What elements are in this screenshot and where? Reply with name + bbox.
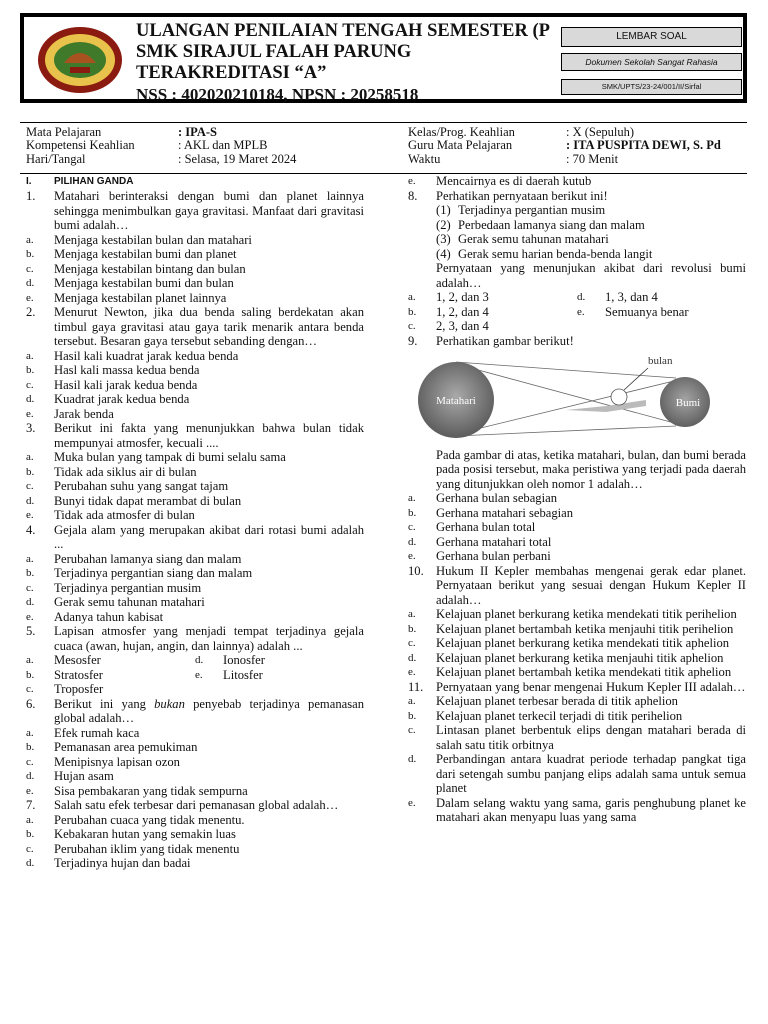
option-text: Mesosfer <box>54 653 101 667</box>
option-d <box>26 595 364 610</box>
info-label: Guru Mata Pelajaran <box>408 138 513 153</box>
option-d <box>26 276 364 291</box>
option-text: Terjadinya pergantian musim <box>458 203 606 217</box>
question-text: Pernyataan yang benar mengenai Hukum Kepler III adalah… <box>436 679 746 694</box>
option-letter: a. <box>26 349 34 362</box>
option-text: Terjadinya pergantian musim <box>54 580 202 595</box>
question-text: Pernyataan yang menunjukan akibat dari revolusi bumi adalah… <box>436 261 746 290</box>
option-text: Gerhana matahari total <box>436 534 552 549</box>
option-text: Menjaga kestabilan bumi dan bulan <box>54 276 234 290</box>
accreditation: TERAKREDITASI “A” <box>136 63 327 83</box>
statement-item <box>436 232 746 247</box>
option-d <box>26 392 364 407</box>
option-letter: a. <box>26 451 34 463</box>
option-letter: e. <box>26 291 34 304</box>
statement-number: (4) <box>436 246 451 261</box>
option-b <box>408 506 746 521</box>
option-row <box>26 653 364 668</box>
option-letter: d. <box>26 770 35 782</box>
option-b <box>26 247 364 262</box>
option-c <box>408 636 746 651</box>
option-text: Perbedaan lamanya siang dan malam <box>458 217 645 232</box>
question-3 <box>26 421 364 450</box>
option-text: Muka bulan yang tampak di bumi selalu sama <box>54 450 286 464</box>
option-letter: d. <box>408 535 417 548</box>
option-text: Perbandingan antara kuadrat periode terhadap pangkat tiga dari setengah sumbu panjang elips adalah sama untuk semua planet <box>436 752 746 795</box>
question-number: 3. <box>26 421 36 435</box>
region-label: 1 <box>653 408 658 418</box>
option-text: Sisa pembakaran yang tidak sempurna <box>54 783 248 798</box>
option-e <box>195 668 364 683</box>
option-letter: a. <box>26 233 34 246</box>
header-title-block <box>136 21 550 105</box>
statement-item <box>436 203 746 218</box>
question-4 <box>26 523 364 552</box>
question-text: Gejala alam yang merupakan akibat dari rotasi bumi adalah ... <box>54 522 364 551</box>
option-text: Menjaga kestabilan bumi dan planet <box>54 247 237 261</box>
option-c <box>26 262 364 277</box>
option-e <box>408 665 746 680</box>
option-text: Menjaga kestabilan bulan dan matahari <box>54 232 252 247</box>
option-text: Terjadinya pergantian siang dan malam <box>54 566 253 580</box>
option-a <box>408 491 746 506</box>
option-letter: c. <box>408 320 416 332</box>
question-7 <box>26 798 364 813</box>
option-text: Kuadrat jarak kedua benda <box>54 392 190 406</box>
option-text: Perubahan suhu yang sangat tajam <box>54 479 229 493</box>
question-11 <box>408 680 746 695</box>
option-text: Litosfer <box>223 667 263 682</box>
question-2 <box>26 305 364 349</box>
confidential-box: Dokumen Sekolah Sangat Rahasia <box>561 53 742 71</box>
school-ids: NSS : 402020210184, NPSN : 20258518 <box>136 85 419 104</box>
option-c <box>26 755 364 770</box>
option-letter: d. <box>408 753 417 765</box>
question-number: 1. <box>26 189 36 203</box>
option-b <box>408 305 577 320</box>
option-text: Tidak ada siklus air di bulan <box>54 464 197 479</box>
option-c <box>26 479 364 494</box>
option-letter: a. <box>408 291 416 303</box>
question-number: 5. <box>26 624 36 638</box>
option-text: Terjadinya hujan dan badai <box>54 856 191 870</box>
option-letter: b. <box>26 741 35 753</box>
option-a <box>26 233 364 248</box>
option-letter: e. <box>408 175 416 187</box>
option-text: Gerhana bulan perbani <box>436 549 551 563</box>
option-text: Troposfer <box>54 682 104 696</box>
exam-title: ULANGAN PENILAIAN TENGAH SEMESTER (P <box>136 21 550 41</box>
option-letter: b. <box>408 622 417 635</box>
question-6 <box>26 697 364 726</box>
option-text: Dalam selang waktu yang sama, garis penghubung planet ke matahari akan menyapu luas yang sama <box>436 795 746 824</box>
option-row <box>408 305 746 320</box>
option-text: Hasil kali jarak kedua benda <box>54 377 198 392</box>
option-text: Ionosfer <box>223 653 265 667</box>
doc-type-box: LEMBAR SOAL <box>561 27 742 47</box>
option-text: 1, 2, dan 3 <box>436 290 489 304</box>
section-heading <box>26 174 364 189</box>
option-letter: a. <box>408 695 416 707</box>
option-letter: c. <box>408 724 416 736</box>
option-b <box>26 363 364 378</box>
option-letter: c. <box>408 521 416 533</box>
option-e <box>408 549 746 564</box>
option-b <box>26 740 364 755</box>
option-letter: b. <box>26 567 35 579</box>
option-text: Menjaga kestabilan bintang dan bulan <box>54 261 246 276</box>
option-c <box>408 319 746 334</box>
option-text: Kelajuan planet berkurang ketika mendekati titik perihelion <box>436 607 737 621</box>
option-text: Adanya tahun kabisat <box>54 609 164 624</box>
question-number: 10. <box>408 563 424 578</box>
option-letter: c. <box>408 637 416 649</box>
option-d <box>195 653 364 668</box>
option-text: Menipisnya lapisan ozon <box>54 754 180 769</box>
section-number: I. <box>26 176 32 187</box>
info-left <box>26 126 406 166</box>
option-d <box>26 856 364 871</box>
question-text: Lapisan atmosfer yang menjadi tempat terjadinya gejala cuaca (awan, hujan, angin, dan lainnya) adalah ... <box>54 624 364 653</box>
statement-item <box>436 218 746 233</box>
question-text: penyebab terjadinya pemanasan global adalah… <box>54 696 364 725</box>
option-letter: e. <box>408 550 416 562</box>
option-text: Hujan asam <box>54 769 114 783</box>
option-a <box>26 653 195 668</box>
option-e <box>408 796 746 825</box>
option-text: Kelajuan planet terkecil terjadi di titik perihelion <box>436 708 683 723</box>
moon-label: bulan <box>648 355 673 367</box>
question-text: Hukum II Kepler membahas mengenai gerak edar planet. Pernyataan berikut yang sesuai dengan Hukum Kepler II adalah… <box>436 563 746 607</box>
option-e <box>26 610 364 625</box>
question-text: Perhatikan gambar berikut! <box>436 333 574 348</box>
option-a <box>26 813 364 828</box>
header-frame <box>20 13 747 103</box>
question-number: 9. <box>408 333 418 348</box>
option-a <box>408 290 577 305</box>
question-number: 11. <box>408 679 424 694</box>
option-row <box>408 290 746 305</box>
option-letter: a. <box>408 492 416 504</box>
option-text: Jarak benda <box>54 406 114 421</box>
option-a <box>26 450 364 465</box>
option-d <box>26 769 364 784</box>
question-text: Perhatikan pernyataan berikut ini! <box>436 188 608 203</box>
option-text: Kelajuan planet bertambah ketika mendekati titik aphelion <box>436 665 732 679</box>
option-text: Perubahan cuaca yang tidak menentu. <box>54 812 245 827</box>
option-text: Tidak ada atmosfer di bulan <box>54 508 195 522</box>
sun-label: Matahari <box>436 395 476 407</box>
left-column <box>26 174 364 871</box>
option-text: Hasil kali kuadrat jarak kedua benda <box>54 348 239 363</box>
question-text: Salah satu efek terbesar dari pemanasan global adalah… <box>54 798 339 812</box>
option-letter: d. <box>26 857 35 869</box>
option-e <box>26 784 364 799</box>
option-text: 2, 3, dan 4 <box>436 319 489 333</box>
option-text: Mencairnya es di daerah kutub <box>436 174 592 188</box>
option-text: Stratosfer <box>54 667 103 682</box>
option-letter: e. <box>26 509 34 521</box>
option-a <box>26 349 364 364</box>
info-right <box>408 126 748 166</box>
option-text: Gerak semu tahunan matahari <box>458 232 609 246</box>
question-number: 4. <box>26 522 36 537</box>
option-text: Gerhana bulan sebagian <box>436 491 557 505</box>
option-letter: d. <box>577 291 586 303</box>
option-d <box>408 752 746 796</box>
option-letter: a. <box>26 813 34 826</box>
option-text: Efek rumah kaca <box>54 725 140 740</box>
question-1 <box>26 189 364 233</box>
option-letter: c. <box>26 262 34 275</box>
option-text: Pemanasan area pemukiman <box>54 740 198 754</box>
statement-number: (2) <box>436 217 451 232</box>
info-label: Hari/Tangal <box>26 151 86 166</box>
moon-circle <box>611 389 627 405</box>
option-a <box>26 726 364 741</box>
option-letter: d. <box>26 596 35 608</box>
info-value: : 70 Menit <box>566 151 619 166</box>
option-letter: b. <box>26 248 35 260</box>
option-text: Perubahan iklim yang tidak menentu <box>54 841 240 856</box>
option-letter: e. <box>577 305 585 318</box>
question-emphasis: bukan <box>154 696 185 711</box>
question-number: 7. <box>26 798 36 812</box>
earth-label: Bumi <box>675 397 701 409</box>
option-letter: a. <box>408 608 416 620</box>
option-b <box>26 668 195 683</box>
option-b <box>408 709 746 724</box>
option-letter: a. <box>26 726 34 739</box>
info-value: : IPA-S <box>178 125 218 139</box>
school-name: SMK SIRAJUL FALAH PARUNG <box>136 42 412 62</box>
option-letter: e. <box>195 668 203 681</box>
option-text: Perubahan lamanya siang dan malam <box>54 551 242 566</box>
option-e <box>26 508 364 523</box>
option-a <box>26 552 364 567</box>
question-text: Menurut Newton, jika dua benda saling berdekatan akan timbul gaya gravitasi atau gaya tarik menarik antara benda tersebut. Besaran gaya tersebut sebanding dengan… <box>54 305 364 348</box>
statement-number: (3) <box>436 232 451 246</box>
option-text: Lintasan planet berbentuk elips dengan matahari berada di salah satu titik orbitnya <box>436 723 746 752</box>
option-text: 1, 3, dan 4 <box>605 290 658 304</box>
option-text: Kelajuan planet terbesar berada di titik aphelion <box>436 694 678 708</box>
info-value: : X (Sepuluh) <box>566 125 635 139</box>
question-9 <box>408 334 746 349</box>
option-text: Kelajuan planet bertambah ketika menjauhi titik perihelion <box>436 621 734 636</box>
question-10 <box>408 564 746 608</box>
option-e <box>408 174 746 189</box>
info-label: Waktu <box>408 151 441 166</box>
question-number: 6. <box>26 696 36 711</box>
option-c <box>26 581 364 596</box>
option-text: Semuanya benar <box>605 304 689 319</box>
option-c <box>26 682 364 697</box>
option-letter: a. <box>26 654 34 666</box>
question-text: Berikut ini yang <box>54 696 155 711</box>
option-text: Hasl kali massa kedua benda <box>54 363 200 377</box>
option-letter: c. <box>26 683 34 695</box>
option-e <box>577 305 746 320</box>
info-value: : AKL dan MPLB <box>178 138 268 153</box>
option-c <box>26 378 364 393</box>
option-text: Gerhana matahari sebagian <box>436 505 574 520</box>
option-text: Bunyi tidak dapat merambat di bulan <box>54 493 242 508</box>
option-row <box>26 668 364 683</box>
option-letter: e. <box>26 784 34 797</box>
question-number: 8. <box>408 188 418 203</box>
info-label: Kelas/Prog. Keahlian <box>408 125 515 139</box>
option-d <box>408 535 746 550</box>
option-letter: b. <box>26 364 35 376</box>
section-title: PILIHAN GANDA <box>54 176 134 187</box>
option-letter: e. <box>408 796 416 809</box>
doc-code-box: SMK/UPTS/23-24/001/II/Sirfal <box>561 79 742 95</box>
option-letter: c. <box>26 378 34 391</box>
option-text: Gerak semu tahunan matahari <box>54 595 205 609</box>
question-number: 2. <box>26 305 36 319</box>
divider <box>20 122 747 123</box>
option-letter: b. <box>26 668 35 681</box>
option-d <box>577 290 746 305</box>
option-letter: c. <box>26 581 34 594</box>
statement-list <box>408 203 746 261</box>
option-e <box>26 291 364 306</box>
option-letter: e. <box>408 666 416 678</box>
option-b <box>408 622 746 637</box>
option-c <box>26 842 364 857</box>
option-c <box>408 520 746 535</box>
option-d <box>26 494 364 509</box>
statement-item <box>436 247 746 262</box>
option-letter: a. <box>26 552 34 565</box>
option-b <box>26 465 364 480</box>
option-text: Kelajuan planet berkurang ketika mendekati titik aphelion <box>436 636 730 650</box>
option-text: Gerak semu harian benda-benda langit <box>458 246 653 261</box>
option-a <box>408 694 746 709</box>
question-text: Pada gambar di atas, ketika matahari, bulan, dan bumi berada pada posisi tersebut, maka peristiwa yang terjadi pada daerah yang ditunjukkan oleh nomor 1 adalah… <box>436 447 746 491</box>
option-text: 1, 2, dan 4 <box>436 304 489 319</box>
question-text: Matahari berinteraksi dengan bumi dan planet lainnya sehingga menimbulkan gaya gravitasi. Manfaat dari gravitasi bumi adalah… <box>54 189 364 232</box>
info-label: Kompetensi Keahlian <box>26 138 135 153</box>
option-letter: e. <box>26 610 34 623</box>
question-5 <box>26 624 364 653</box>
option-letter: d. <box>26 494 35 507</box>
option-letter: d. <box>26 393 35 405</box>
option-letter: b. <box>26 465 35 478</box>
option-letter: c. <box>26 755 34 768</box>
option-letter: c. <box>26 480 34 492</box>
option-b <box>26 566 364 581</box>
option-e <box>26 407 364 422</box>
eclipse-diagram <box>416 350 716 442</box>
option-a <box>408 607 746 622</box>
option-letter: b. <box>26 828 35 840</box>
school-logo <box>36 25 124 95</box>
option-c <box>408 723 746 752</box>
statement-number: (1) <box>436 203 451 217</box>
option-text: Gerhana bulan total <box>436 520 536 534</box>
info-value: : Selasa, 19 Maret 2024 <box>178 151 297 166</box>
option-b <box>26 827 364 842</box>
question-8 <box>408 189 746 204</box>
option-text: Kelajuan planet berkurang ketika menjauhi titik aphelion <box>436 650 724 665</box>
option-letter: d. <box>195 654 204 666</box>
option-letter: c. <box>26 842 34 855</box>
option-letter: d. <box>408 651 417 664</box>
option-letter: b. <box>408 709 417 722</box>
option-d <box>408 651 746 666</box>
option-letter: e. <box>26 407 34 420</box>
info-label: Mata Pelajaran <box>26 125 102 139</box>
option-letter: b. <box>408 305 417 318</box>
info-value: : ITA PUSPITA DEWI, S. Pd <box>566 138 721 153</box>
option-text: Menjaga kestabilan planet lainnya <box>54 290 227 305</box>
option-text: Kebakaran hutan yang semakin luas <box>54 827 236 841</box>
option-letter: d. <box>26 277 35 289</box>
option-letter: b. <box>408 506 417 519</box>
question-text: Berikut ini fakta yang menunjukkan bahwa bulan tidak mempunyai atmosfer, kecuali .... <box>54 421 364 450</box>
right-column <box>408 174 746 825</box>
